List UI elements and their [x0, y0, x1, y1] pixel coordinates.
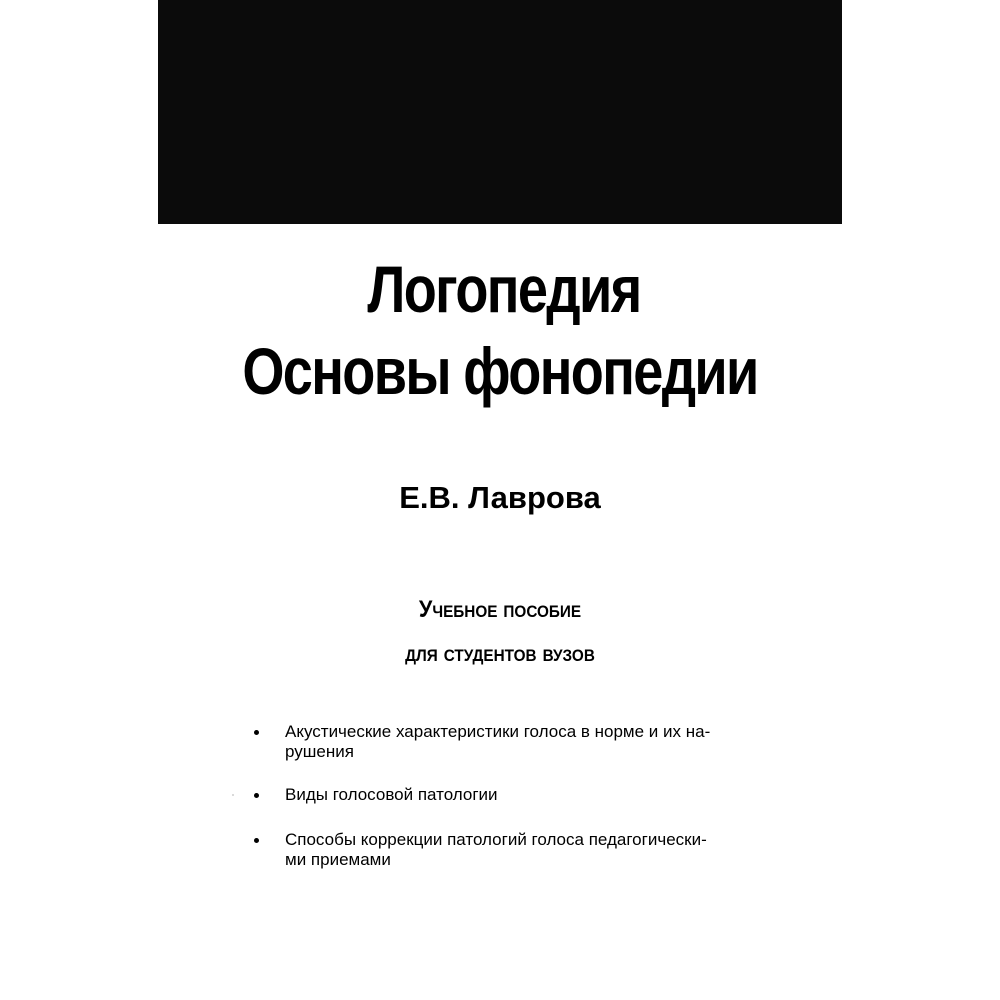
book-title-line-2: Основы фонопедии	[242, 334, 758, 408]
book-title	[158, 248, 842, 412]
feature-list	[254, 722, 774, 893]
black-header-band	[158, 0, 842, 224]
feature-text: Акустические характеристики голоса в норме и их на- рушения	[285, 722, 711, 761]
book-cover	[158, 0, 842, 1000]
feature-item	[254, 830, 774, 870]
feature-item	[254, 785, 774, 805]
book-title-line-1: Логопедия	[367, 252, 641, 326]
feature-item	[254, 722, 774, 762]
bullet-icon	[254, 793, 259, 798]
book-subtitle-line-1: Учебное пособие	[418, 596, 582, 623]
book-author: Е.В. Лаврова	[399, 480, 601, 515]
scan-speck	[232, 794, 234, 796]
bullet-icon	[254, 838, 259, 843]
book-subtitle-line-2: для студентов вузов	[405, 640, 595, 667]
bullet-icon	[254, 730, 259, 735]
book-subtitle	[158, 588, 842, 676]
feature-text: Способы коррекции патологий голоса педагогически- ми приемами	[285, 830, 707, 869]
feature-text: Виды голосовой патологии	[285, 785, 498, 804]
